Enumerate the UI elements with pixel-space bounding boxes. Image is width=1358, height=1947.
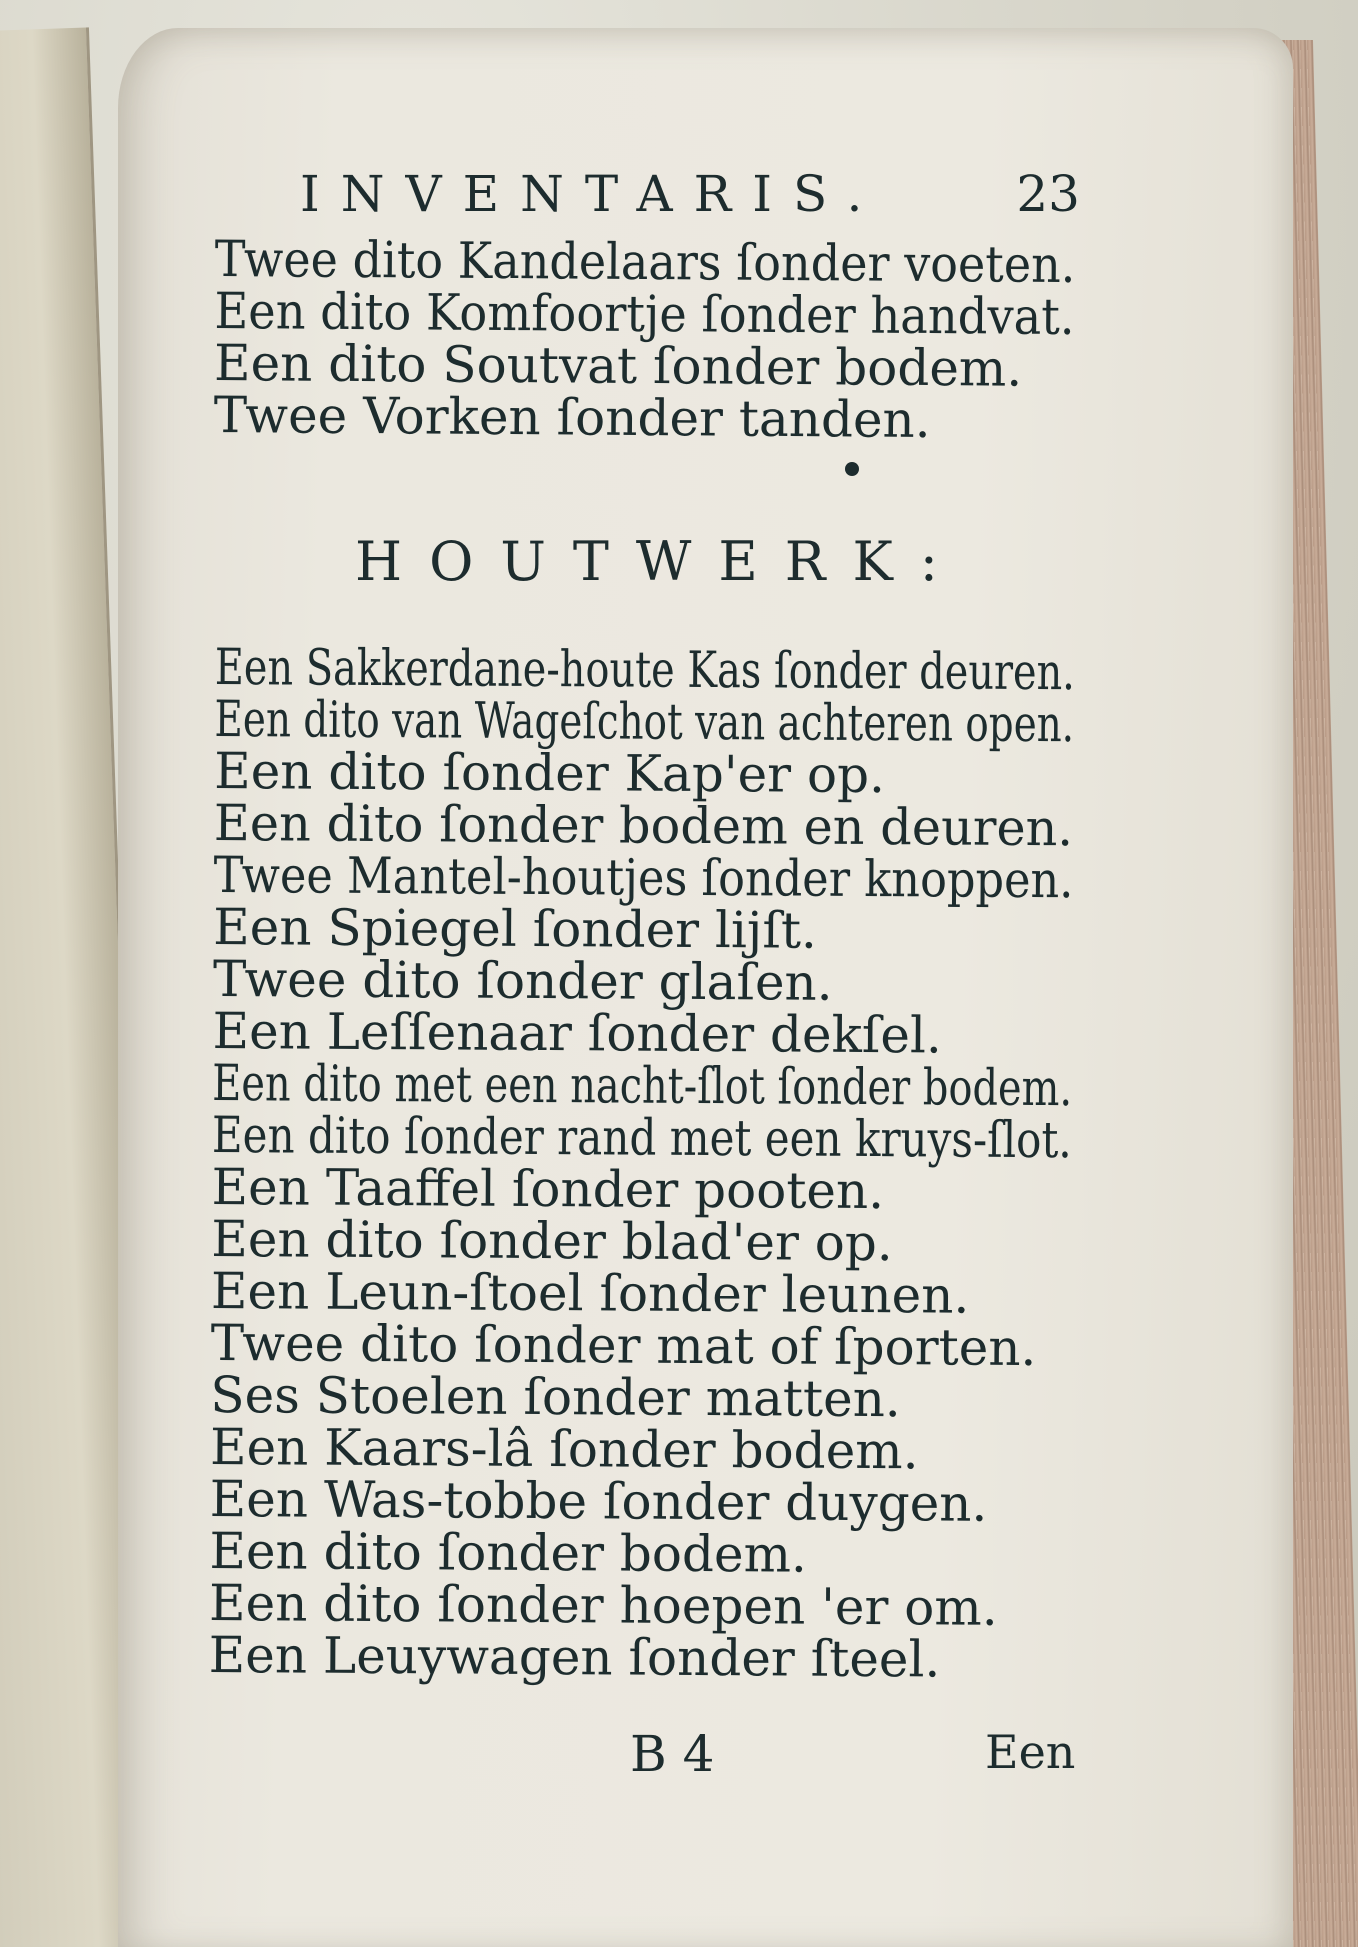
text-line: Twee Vorken ſonder tanden. (213, 385, 931, 450)
text-line: Een Leuywagen ſonder ſteel. (208, 1625, 941, 1689)
running-head-title: INVENTARIS. (300, 165, 884, 223)
text-line: Een Spiegel ſonder lijſt. (213, 897, 818, 960)
text-line: Een dito van Wageſchot van achteren open. (214, 689, 1075, 754)
text-line: Een Leſſenaar ſonder dekſel. (212, 1001, 943, 1065)
text-line: Twee dito Kandelaars ſonder voeten. (214, 230, 1076, 295)
running-head (300, 165, 1080, 235)
text-line: Een dito met een nacht-ſlot ſonder bodem. (212, 1053, 1073, 1118)
text-line: Een dito ſonder bodem. (209, 1521, 808, 1584)
text-line: Twee dito ſonder mat of ſporten. (210, 1313, 1037, 1378)
text-line: Twee Mantel-houtjes ſonder knoppen. (213, 845, 1074, 910)
text-line: Een Taaffel ſonder pooten. (211, 1157, 885, 1221)
text-line: Een dito ſonder bodem en deuren. (213, 793, 1074, 858)
catchword: Een (985, 1725, 1076, 1779)
signature-mark: B 4 (630, 1725, 715, 1783)
text-line: Een dito Komfoortje ſonder handvat. (214, 281, 1075, 347)
text-line: Twee dito ſonder glaſen. (212, 949, 833, 1012)
text-line: Een dito ſonder blad'er op. (211, 1209, 893, 1273)
text-line: Een Leun-ſtoel ſonder leunen. (210, 1261, 970, 1325)
page-number: 23 (1016, 165, 1080, 223)
text-line: Een Sakkerdane-houte Kas ſonder deuren. (214, 638, 1076, 702)
printer-ornament-dot (845, 462, 859, 476)
text-line: Een dito ſonder rand met een kruys-ſlot. (211, 1105, 1072, 1170)
text-line: Een dito ſonder hoepen 'er om. (208, 1573, 998, 1637)
text-line: Een dito ſonder Kap'er op. (214, 741, 886, 805)
text-line: Een dito Soutvat ſonder bodem. (213, 333, 1023, 398)
text-line: Ses Stoelen ſonder matten. (210, 1365, 901, 1429)
text-line: Een Kaars-lâ ſonder bodem. (209, 1417, 919, 1481)
section-heading: HOUTWERK: (355, 530, 966, 593)
text-line: Een Was-tobbe ſonder duygen. (209, 1469, 988, 1533)
